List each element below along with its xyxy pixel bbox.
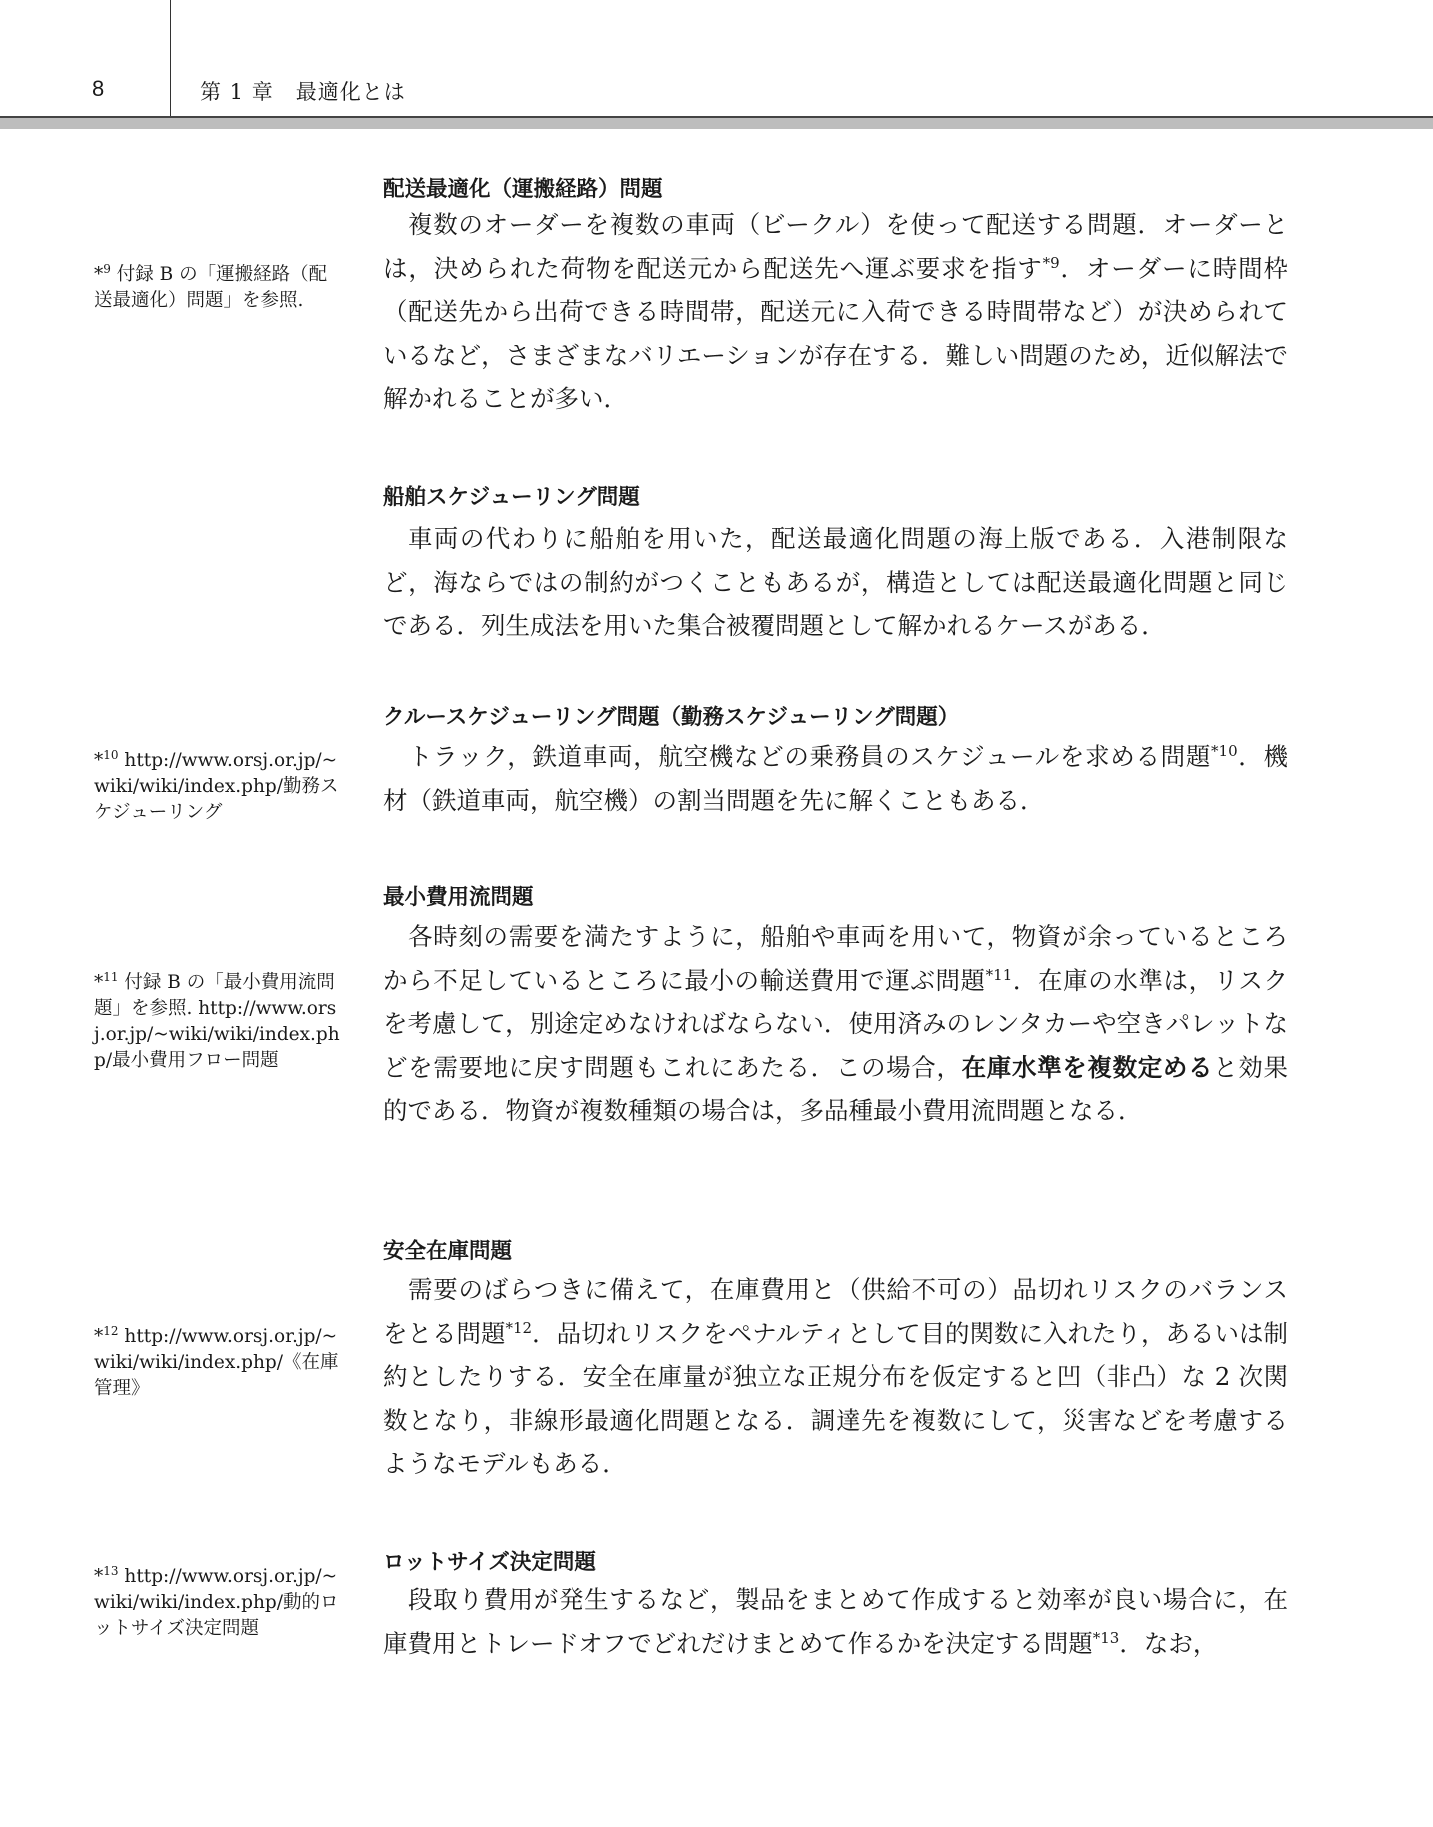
body-text: ．在庫の水準は，リスクを考慮して，別途定めなければならない．使用済みのレンタカーや空きパレットなどを需要地に戻す問題もこれにあたる．この場合，: [383, 965, 1288, 1082]
page-number: 8: [92, 76, 105, 101]
footnote-number: 11: [103, 969, 119, 984]
footnote-mark: *: [94, 972, 104, 993]
body-text: トラック，鉄道車両，航空機などの乗務員のスケジュールを求める問題: [408, 742, 1212, 771]
footnote-number: 13: [103, 1563, 119, 1578]
footnote-text: http://www.orsj.or.jp/~wiki/wiki/index.php/勤務スケジューリング: [94, 750, 339, 823]
footnote-ref: *9: [1042, 253, 1060, 272]
section-title: 配送最適化（運搬経路）問題: [383, 177, 663, 202]
footnote-number: 12: [103, 1323, 119, 1338]
section-body: [383, 1578, 1288, 1665]
footnote-number: 9: [103, 261, 111, 276]
footnote-13: [94, 1564, 344, 1642]
body-text: 複数のオーダーを複数の車両（ビークル）を使って配送する問題．オーダーとは，決められた荷物を配送元から配送先へ運ぶ要求を指す: [383, 210, 1288, 283]
footnote-mark: *: [94, 264, 104, 285]
body-text: ．品切れリスクをペナルティとして目的関数に入れたり，あるいは制約としたりする．安全在庫量が独立な正規分布を仮定すると凹（非凸）な 2 次関数となり，非線形最適化問題となる．調達先を複数にして，災害などを考慮するようなモデルもある．: [383, 1318, 1288, 1478]
footnote-ref: *13: [1092, 1628, 1120, 1647]
footnote-text: 付録 B の「運搬経路（配送最適化）問題」を参照.: [94, 264, 328, 311]
body-text: 段取り費用が発生するなど，製品をまとめて作成すると効率が良い場合に，在庫費用とトレードオフでどれだけまとめて作るかを決定する問題: [383, 1585, 1288, 1658]
section-body: [383, 517, 1288, 648]
footnote-text: http://www.orsj.or.jp/~wiki/wiki/index.php/動的ロットサイズ決定問題: [94, 1566, 339, 1639]
section-body: [383, 203, 1288, 421]
body-text: 各時刻の需要を満たすように，船舶や車両を用いて，物資が余っているところから不足しているところに最小の輸送費用で運ぶ問題: [383, 922, 1288, 995]
body-text: ．オーダーに時間枠（配送先から出荷できる時間帯，配送元に入荷できる時間帯など）が決められているなど，さまざまなバリエーションが存在する．難しい問題のため，近似解法で解かれることが多い．: [383, 253, 1289, 413]
footnote-text: http://www.orsj.or.jp/~wiki/wiki/index.php/《在庫管理》: [94, 1326, 339, 1399]
footnote-mark: *: [94, 750, 104, 771]
chapter-title: 第 1 章 最適化とは: [200, 80, 406, 104]
page-header: [0, 0, 1433, 118]
header-band: [0, 118, 1433, 129]
section-title: クルースケジューリング問題（勤務スケジューリング問題）: [383, 705, 960, 730]
footnote-12: [94, 1324, 344, 1402]
section-title: 最小費用流問題: [383, 885, 534, 910]
section-body: [383, 735, 1288, 822]
header-divider: [170, 0, 171, 117]
footnote-10: [94, 748, 344, 826]
section-body: [383, 915, 1288, 1133]
body-text: ．なお，: [1119, 1628, 1218, 1658]
body-text: と効果的である．物資が複数種類の場合は，多品種最小費用流問題となる．: [383, 1052, 1289, 1125]
footnote-number: 10: [103, 747, 119, 762]
footnote-ref: *11: [985, 965, 1013, 984]
emphasis-text: 在庫水準を複数定める: [961, 1052, 1214, 1082]
footnote-ref: *10: [1211, 741, 1238, 760]
footnote-11: [94, 970, 344, 1074]
body-text: 車両の代わりに船舶を用いた，配送最適化問題の海上版である．入港制限など，海ならではの制約がつくこともあるが，構造としては配送最適化問題と同じである．列生成法を用いた集合被覆問題として解かれるケースがある．: [383, 524, 1288, 640]
section-title: 安全在庫問題: [383, 1239, 513, 1264]
section-title: ロットサイズ決定問題: [383, 1550, 596, 1575]
footnote-text: 付録 B の「最小費用流問題」を参照. http://www.orsj.or.jp/~wiki/wiki/index.php/最小費用フロー問題: [94, 972, 340, 1071]
footnote-mark: *: [94, 1326, 104, 1347]
footnote-9: [94, 262, 344, 314]
body-text: 需要のばらつきに備えて，在庫費用と（供給不可の）品切れリスクのバランスをとる問題: [383, 1275, 1288, 1348]
body-text: ．機材（鉄道車両，航空機）の割当問題を先に解くこともある．: [383, 742, 1288, 815]
section-title: 船舶スケジューリング問題: [383, 485, 640, 510]
footnote-ref: *12: [505, 1318, 533, 1337]
footnote-mark: *: [94, 1566, 104, 1587]
section-body: [383, 1268, 1288, 1486]
